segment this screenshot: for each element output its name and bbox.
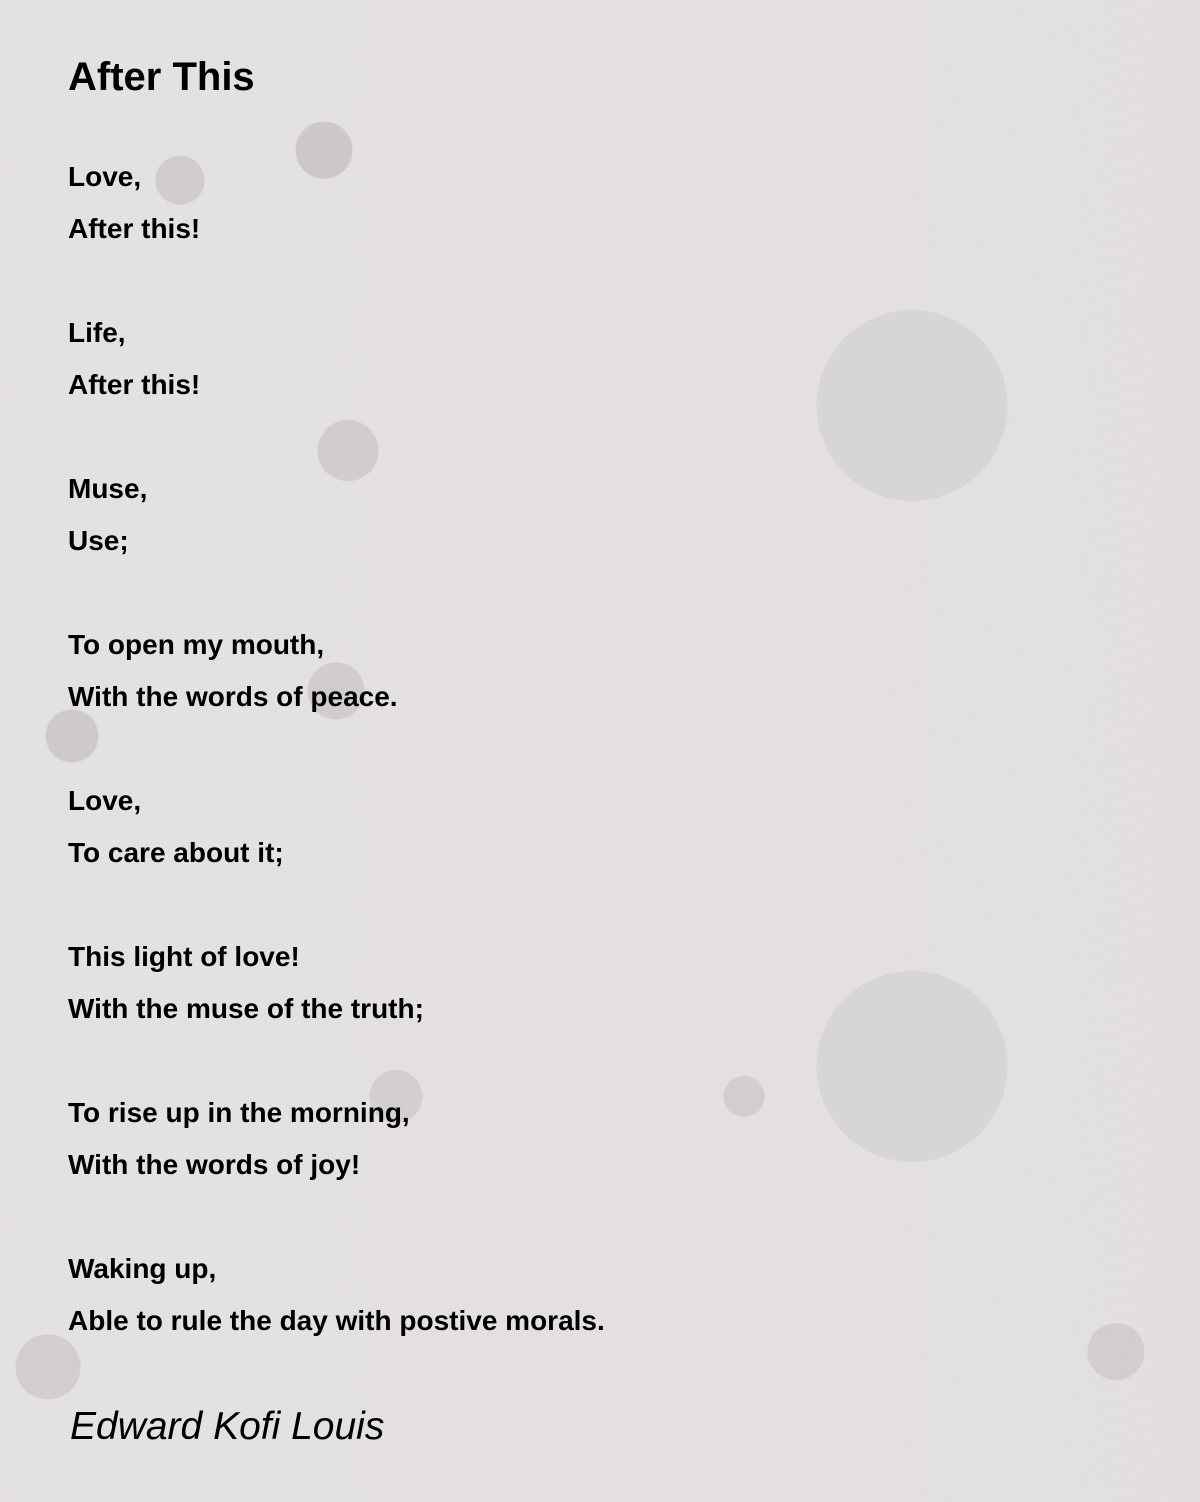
stanza <box>68 775 1128 879</box>
stanza <box>68 1243 1128 1347</box>
poem-body <box>68 151 1128 1347</box>
poem-line: Love, <box>68 161 142 192</box>
poem-line: To rise up in the morning, <box>68 1097 410 1128</box>
poem-line: Life, <box>68 317 126 348</box>
stanza <box>68 463 1128 567</box>
stanza <box>68 931 1128 1035</box>
poem-line: To care about it; <box>68 837 284 868</box>
poem-line: Muse, <box>68 473 148 504</box>
poem-line: After this! <box>68 213 201 244</box>
poem-line: With the words of joy! <box>68 1149 361 1180</box>
stanza <box>68 307 1128 411</box>
poem-line: With the words of peace. <box>68 681 398 712</box>
poem-line: To open my mouth, <box>68 629 325 660</box>
poem-line: With the muse of the truth; <box>68 993 424 1024</box>
stanza <box>68 1087 1128 1191</box>
poem-line: Love, <box>68 785 142 816</box>
poem-line: Able to rule the day with postive morals. <box>68 1305 605 1336</box>
poem-line: Use; <box>68 525 129 556</box>
stanza <box>68 151 1128 255</box>
poem-line: After this! <box>68 369 201 400</box>
author-name: Edward Kofi Louis <box>70 1405 385 1448</box>
poem-line: This light of love! <box>68 941 300 972</box>
stanza <box>68 619 1128 723</box>
poem-line: Waking up, <box>68 1253 217 1284</box>
page-title: After This <box>68 55 255 99</box>
poem-page <box>68 48 1128 1399</box>
